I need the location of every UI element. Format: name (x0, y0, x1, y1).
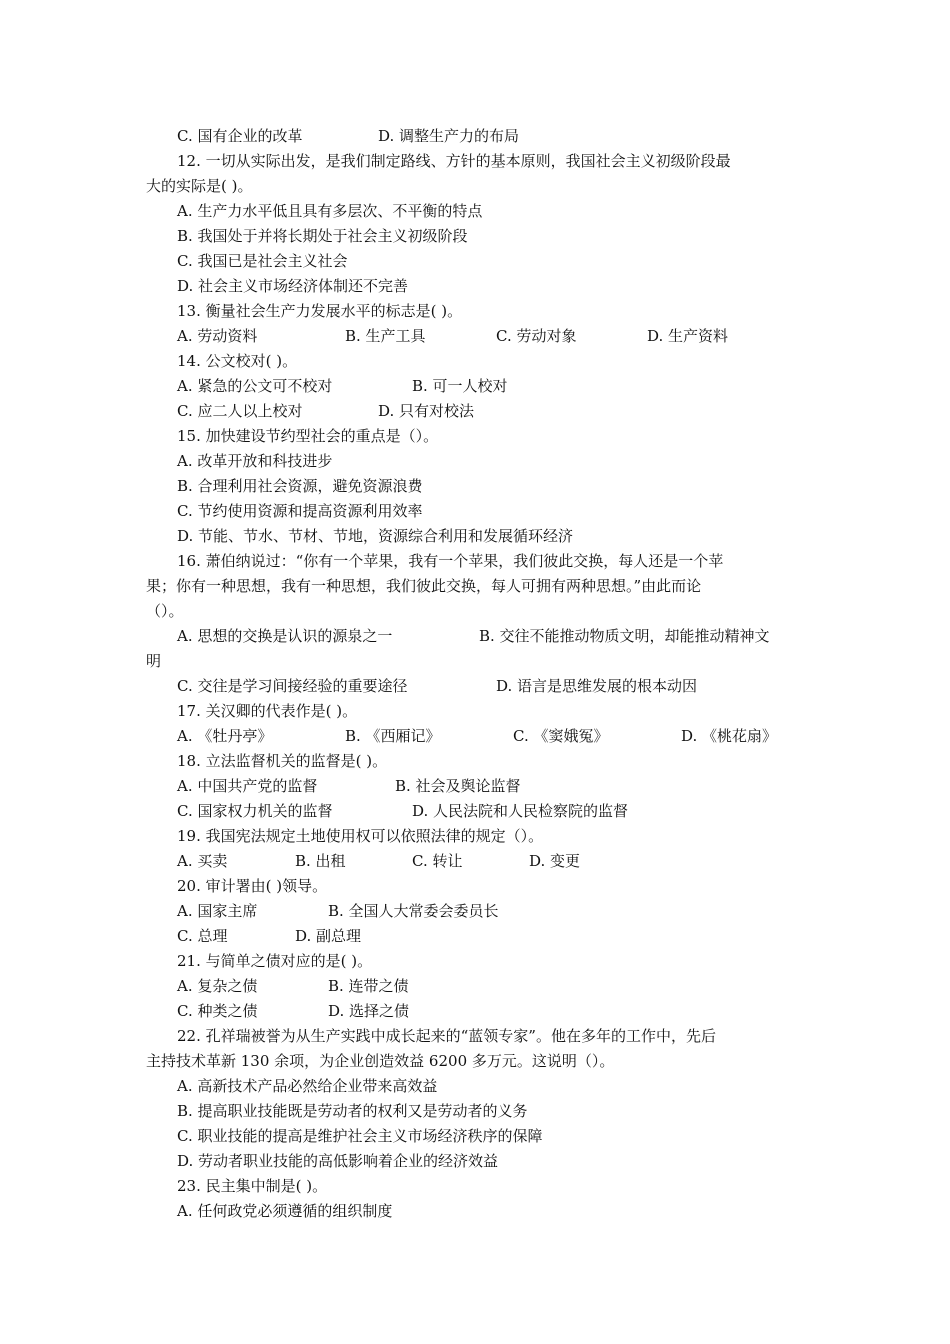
q20-option-d: D. 副总理 (295, 927, 362, 945)
q23-stem: 23. 民主集中制是( )。 (177, 1177, 328, 1195)
q13-option-d: D. 生产资料 (647, 327, 729, 345)
q17-option-c: C. 《窦娥冤》 (513, 727, 609, 745)
q16-option-d: D. 语言是思维发展的根本动因 (496, 677, 698, 695)
q16-option-c: C. 交往是学习间接经验的重要途径 (177, 677, 408, 695)
q15-option-a: A. 改革开放和科技进步 (177, 452, 333, 470)
q17-option-b: B. 《西厢记》 (345, 727, 441, 745)
q14-stem: 14. 公文校对( )。 (177, 352, 298, 370)
q16-option-b-wrap: 明 (146, 652, 162, 670)
q20-option-c: C. 总理 (177, 927, 228, 945)
q16-stem-line2: 果；你有一种思想，我有一种思想，我们彼此交换，每人可拥有两种思想。”由此而论 (146, 577, 702, 595)
q19-option-c: C. 转让 (412, 852, 463, 870)
q16-stem-line1: 16. 萧伯纳说过：“你有一个苹果，我有一个苹果，我们彼此交换，每人还是一个苹 (177, 552, 724, 570)
q19-stem: 19. 我国宪法规定土地使用权可以依照法律的规定（）。 (177, 827, 544, 845)
q23-option-a: A. 任何政党必须遵循的组织制度 (177, 1202, 393, 1220)
q11-option-d: D. 调整生产力的布局 (378, 127, 520, 145)
q22-option-b: B. 提高职业技能既是劳动者的权利又是劳动者的义务 (177, 1102, 528, 1120)
q13-stem: 13. 衡量社会生产力发展水平的标志是( )。 (177, 302, 463, 320)
q20-option-b: B. 全国人大常委会委员长 (328, 902, 499, 920)
q12-option-b: B. 我国处于并将长期处于社会主义初级阶段 (177, 227, 468, 245)
q22-stem-line1: 22. 孔祥瑞被誉为从生产实践中成长起来的“蓝领专家”。他在多年的工作中，先后 (177, 1027, 716, 1045)
q21-stem: 21. 与简单之债对应的是( )。 (177, 952, 373, 970)
q19-option-b: B. 出租 (295, 852, 346, 870)
q20-option-a: A. 国家主席 (177, 902, 258, 920)
q13-option-a: A. 劳动资料 (177, 327, 258, 345)
q18-option-b: B. 社会及舆论监督 (395, 777, 521, 795)
q14-option-b: B. 可一人校对 (412, 377, 508, 395)
q19-option-a: A. 买卖 (177, 852, 228, 870)
q15-stem: 15. 加快建设节约型社会的重点是（）。 (177, 427, 439, 445)
q22-option-d: D. 劳动者职业技能的高低影响着企业的经济效益 (177, 1152, 499, 1170)
q18-option-a: A. 中国共产党的监督 (177, 777, 318, 795)
q11-option-c: C. 国有企业的改革 (177, 127, 303, 145)
q19-option-d: D. 变更 (529, 852, 581, 870)
q18-option-d: D. 人民法院和人民检察院的监督 (412, 802, 629, 820)
q16-option-a: A. 思想的交换是认识的源泉之一 (177, 627, 393, 645)
q21-option-b: B. 连带之债 (328, 977, 409, 995)
q15-option-d: D. 节能、节水、节材、节地，资源综合利用和发展循环经济 (177, 527, 574, 545)
q12-option-a: A. 生产力水平低且具有多层次、不平衡的特点 (177, 202, 483, 220)
q12-option-d: D. 社会主义市场经济体制还不完善 (177, 277, 409, 295)
q12-stem-line1: 12. 一切从实际出发，是我们制定路线、方针的基本原则，我国社会主义初级阶段最 (177, 152, 731, 170)
q22-option-c: C. 职业技能的提高是维护社会主义市场经济秩序的保障 (177, 1127, 543, 1145)
q17-option-d: D. 《桃花扇》 (681, 727, 778, 745)
q13-option-b: B. 生产工具 (345, 327, 426, 345)
q16-stem-line3: （）。 (146, 602, 184, 620)
q14-option-a: A. 紧急的公文可不校对 (177, 377, 333, 395)
q21-option-c: C. 种类之债 (177, 1002, 258, 1020)
q14-option-c: C. 应二人以上校对 (177, 402, 303, 420)
q22-option-a: A. 高新技术产品必然给企业带来高效益 (177, 1077, 438, 1095)
q12-stem-line2: 大的实际是( )。 (146, 177, 253, 195)
q15-option-c: C. 节约使用资源和提高资源利用效率 (177, 502, 423, 520)
q18-option-c: C. 国家权力机关的监督 (177, 802, 333, 820)
q18-stem: 18. 立法监督机关的监督是( )。 (177, 752, 388, 770)
q17-stem: 17. 关汉卿的代表作是( )。 (177, 702, 358, 720)
q21-option-d: D. 选择之债 (328, 1002, 410, 1020)
q16-option-b: B. 交往不能推动物质文明，却能推动精神文 (479, 627, 770, 645)
q14-option-d: D. 只有对校法 (378, 402, 475, 420)
q13-option-c: C. 劳动对象 (496, 327, 577, 345)
q15-option-b: B. 合理利用社会资源，避免资源浪费 (177, 477, 423, 495)
q22-stem-line2: 主持技术革新 130 余项，为企业创造效益 6200 多万元。这说明（）。 (146, 1052, 615, 1070)
q21-option-a: A. 复杂之债 (177, 977, 258, 995)
q20-stem: 20. 审计署由( )领导。 (177, 877, 328, 895)
q12-option-c: C. 我国已是社会主义社会 (177, 252, 348, 270)
q17-option-a: A. 《牡丹亭》 (177, 727, 273, 745)
